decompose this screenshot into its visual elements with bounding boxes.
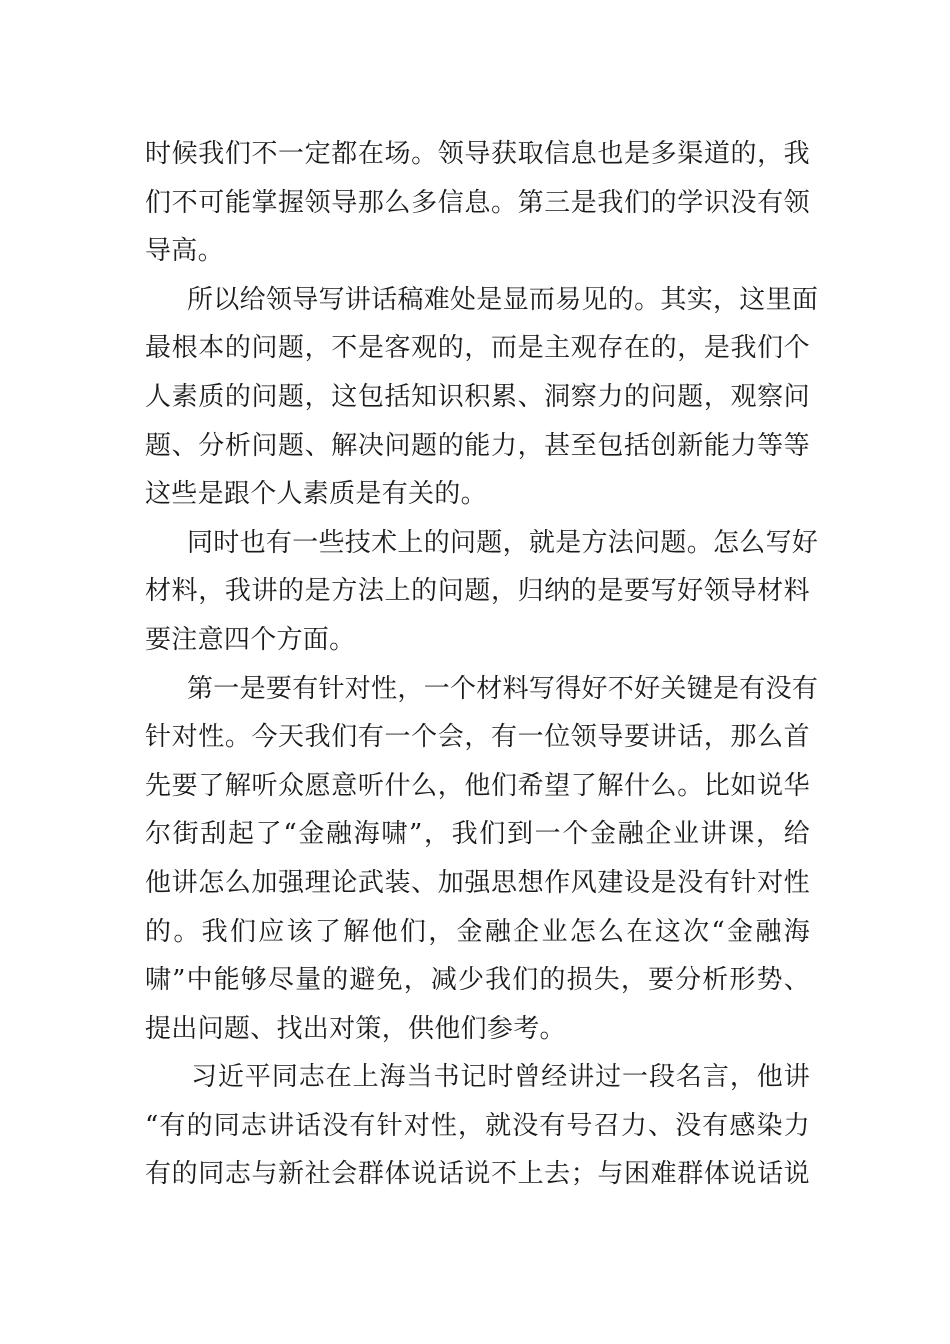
paragraph-3 (145, 519, 819, 665)
text-line: 们不可能掌握领导那么多信息。第三是我们的学识没有领 (145, 187, 810, 218)
text-line: 最根本的问题，不是客观的，而是主观存在的，是我们个 (145, 333, 810, 364)
text-line: 的。我们应该了解他们，金融企业怎么在这次“金融海 (145, 916, 810, 947)
paragraph-4 (145, 665, 819, 1054)
text-line: 有的同志与新社会群体说话说不上去；与困难群体说话说 (145, 1159, 810, 1190)
text-line: 人素质的问题，这包括知识积累、洞察力的问题，观察问 (145, 381, 810, 412)
text-line: 啸”中能够尽量的避免，减少我们的损失，要分析形势、 (145, 965, 810, 996)
text-line: 时候我们不一定都在场。领导获取信息也是多渠道的，我 (145, 139, 810, 169)
text-line: 同时也有一些技术上的问题，就是方法问题。怎么写好 (187, 527, 819, 558)
text-line: 尔街刮起了“金融海啸”，我们到一个金融企业讲课，给 (145, 819, 810, 850)
text-line: 习近平同志在上海当书记时曾经讲过一段名言，他讲 (191, 1062, 810, 1093)
text-line: 要注意四个方面。 (145, 624, 356, 655)
text-line: 他讲怎么加强理论武装、加强思想作风建设是没有针对性 (145, 867, 810, 898)
text-line: 题、分析问题、解决问题的能力，甚至包括创新能力等等 (145, 430, 810, 461)
paragraph-5 (145, 1053, 810, 1199)
text-line: 导高。 (145, 236, 224, 267)
paragraph-1 (145, 130, 810, 276)
text-line: 针对性。今天我们有一个会，有一位领导要讲话，那么首 (145, 722, 810, 753)
text-line: 这些是跟个人素质是有关的。 (145, 479, 487, 510)
text-line: 提出问题、找出对策，供他们参考。 (145, 1013, 566, 1044)
body-text (145, 130, 819, 1199)
text-line: 第一是要有针对性，一个材料写得好不好关键是有没有 (187, 673, 819, 704)
text-line: “有的同志讲话没有针对性，就没有号召力、没有感染力 (145, 1110, 810, 1141)
paragraph-2 (145, 276, 819, 519)
text-line: 先要了解听众愿意听什么，他们希望了解什么。比如说华 (145, 770, 810, 801)
text-line: 所以给领导写讲话稿难处是显而易见的。其实，这里面 (187, 284, 819, 315)
text-line: 材料，我讲的是方法上的问题，归纳的是要写好领导材料 (145, 576, 810, 607)
